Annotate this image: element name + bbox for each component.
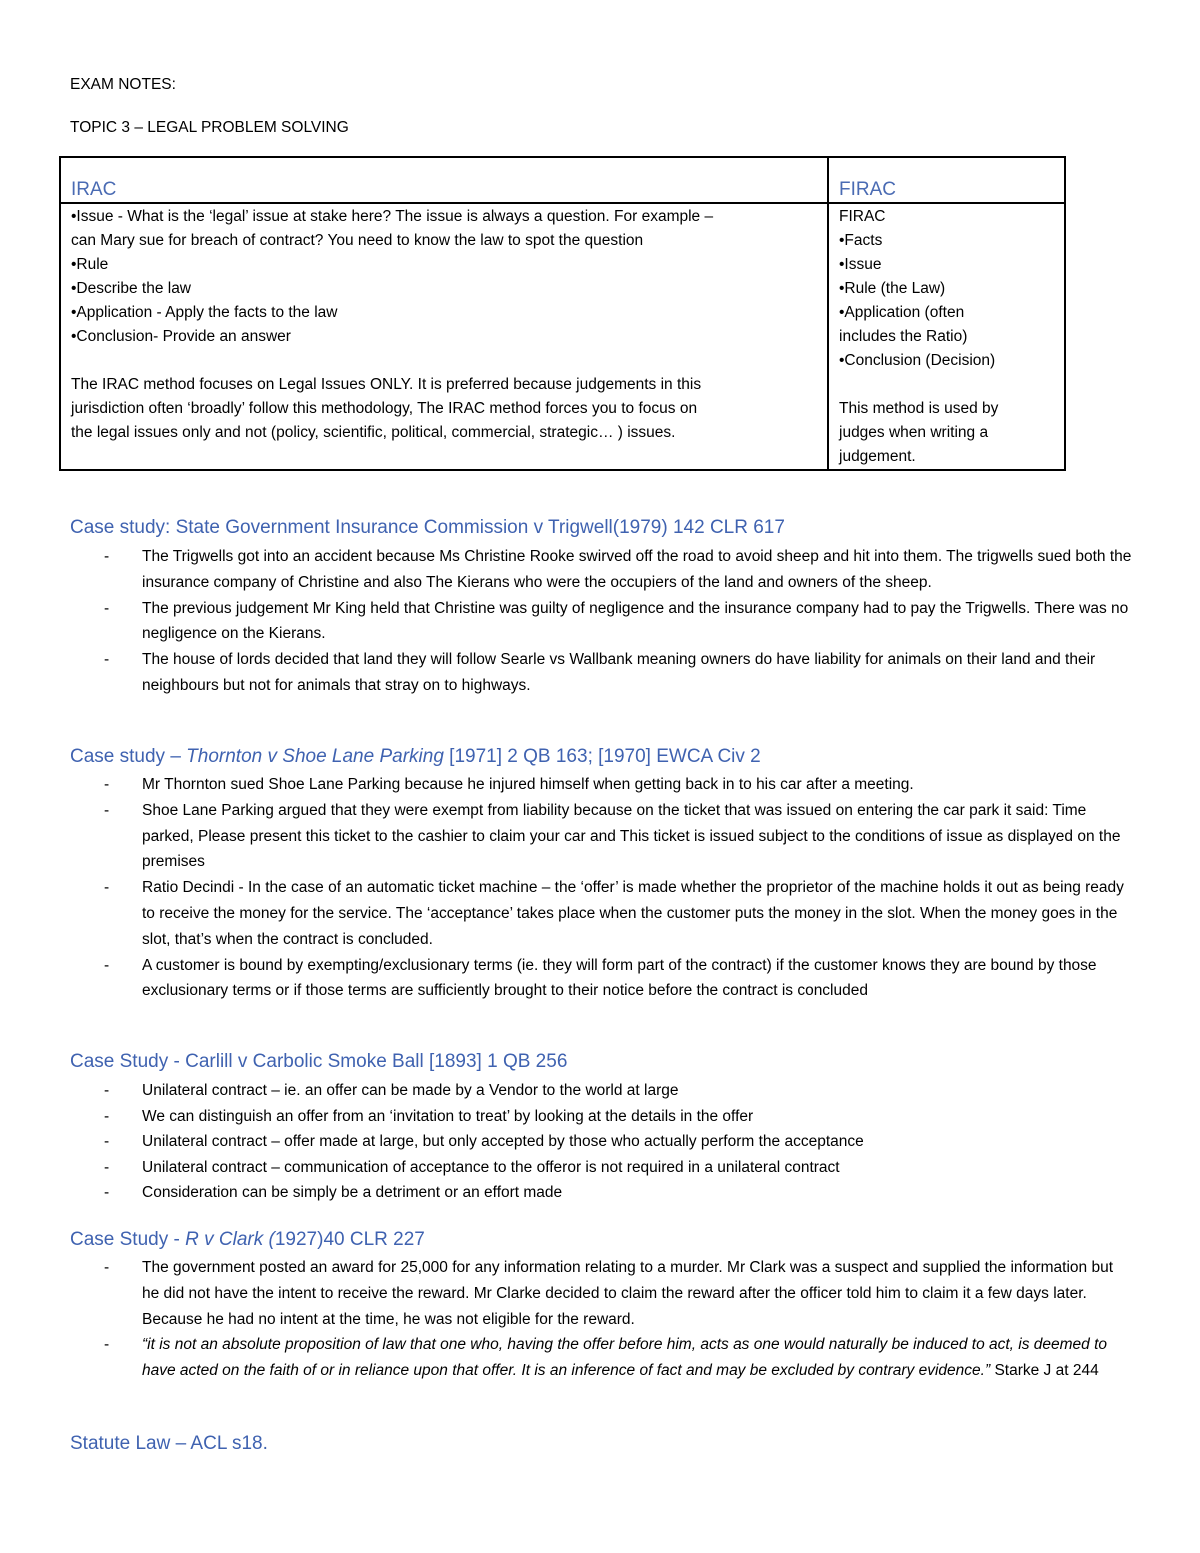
firac-header: FIRAC [839, 179, 896, 200]
list-item: - Unilateral contract – communication of acceptance to the offeror is not required in a unilateral contract [104, 1158, 840, 1176]
irac-line: •Describe the law [71, 280, 192, 297]
list-item: - Shoe Lane Parking argued that they were exempt from liability because on the ticket that was issued on entering the car park it said: Time parked, Please present this ticket to the cashier to claim your car and This ticket is issued subject to the conditions of issue as displayed on the premises [104, 801, 1121, 871]
firac-line: •Facts [839, 232, 883, 249]
table-body-row [60, 203, 1065, 470]
topic-heading: TOPIC 3 – LEGAL PROBLEM SOLVING [70, 119, 349, 136]
list-item: - The previous judgement Mr King held that Christine was guilty of negligence and the insurance company had to pay the Trigwells. There was no negligence on the Kierans. [104, 599, 1129, 643]
irac-line: •Issue - What is the ‘legal’ issue at stake here? The issue is always a question. For example – [71, 208, 714, 225]
irac-header-cell [60, 157, 828, 203]
irac-paragraph-line: the legal issues only and not (policy, scientific, political, commercial, strategic… ) issues. [71, 424, 676, 441]
firac-paragraph-line: judges when writing a [839, 424, 989, 441]
clark-heading: Case Study - R v Clark (1927)40 CLR 227 [70, 1229, 425, 1250]
irac-line: •Rule [71, 256, 109, 273]
carlill-heading: Case Study - Carlill v Carbolic Smoke Ball [1893] 1 QB 256 [70, 1051, 568, 1072]
quote-attribution: Starke J at 244 [990, 1362, 1099, 1380]
list-item: - The house of lords decided that land they will follow Searle vs Wallbank meaning owners do have liability for animals on their land and their neighbours but not for animals that stray on to highways. [104, 651, 1096, 694]
irac-firac-table [59, 156, 1066, 471]
carlill-bullets [104, 1078, 1134, 1206]
list-item: - A customer is bound by exempting/exclusionary terms (ie. they will form part of the contract) if the customer knows they are bound by those exclusionary terms or if those terms are sufficiently brought to their notice before the contract is concluded [104, 956, 1097, 1000]
thornton-heading: Case study – Thornton v Shoe Lane Parking [1971] 2 QB 163; [1970] EWCA Civ 2 [70, 746, 761, 767]
table-header-row [60, 157, 1065, 203]
firac-line: includes the Ratio) [839, 328, 968, 345]
irac-line: •Application - Apply the facts to the law [71, 304, 338, 321]
exam-notes-label: EXAM NOTES: [70, 76, 176, 93]
list-item: - Ratio Decindi - In the case of an automatic ticket machine – the ‘offer’ is made whether the proprietor of the machine holds it out as being ready to receive the money for the service. The ‘acceptance’ takes place when the customer puts the money in the slot. When the money goes in the slot, that’s when the contract is concluded. [104, 879, 1124, 948]
firac-line: •Rule (the Law) [839, 280, 946, 297]
thornton-bullets [104, 772, 1134, 1004]
irac-paragraph-line: The IRAC method focuses on Legal Issues ONLY. It is preferred because judgements in this [71, 376, 702, 393]
firac-body-cell [828, 203, 1065, 470]
list-item: - “it is not an absolute proposition of law that one who, having the offer before him, acts as one would naturally be induced to act, is deemed to have acted on the faith of or in reliance upon that offer. It is an inference of fact and may be excluded by contrary evidence.” Starke J at 244 [104, 1336, 1108, 1380]
list-item: - The government posted an award for 25,000 for any information relating to a murder. Mr Clark was a suspect and supplied the information but he did not have the intent to receive the reward. Mr Clarke decided to claim the reward after the officer told him to claim it a few days later. Because he had no intent at the time, he was not eligible for the reward. [104, 1259, 1113, 1328]
list-item: - The Trigwells got into an accident because Ms Christine Rooke swirved off the road to avoid sheep and hit into them. The trigwells sued both the insurance company of Christine and also The Kierans who were the occupiers of the land and owners of the sheep. [104, 548, 1132, 591]
irac-body-cell [60, 203, 828, 470]
firac-line: •Issue [839, 256, 882, 273]
statute-heading: Statute Law – ACL s18. [70, 1433, 268, 1454]
list-item: - Mr Thornton sued Shoe Lane Parking because he injured himself when getting back in to his car after a meeting. [104, 776, 914, 793]
trigwell-heading: Case study: State Government Insurance Commission v Trigwell(1979) 142 CLR 617 [70, 517, 785, 538]
list-item: - Unilateral contract – ie. an offer can be made by a Vendor to the world at large [104, 1082, 679, 1099]
firac-line: FIRAC [839, 208, 886, 225]
firac-line: •Conclusion (Decision) [839, 352, 996, 369]
irac-paragraph-line: jurisdiction often ‘broadly’ follow this methodology, The IRAC method forces you to focus on [71, 400, 698, 417]
firac-paragraph-line: judgement. [839, 448, 916, 465]
firac-header-cell [828, 157, 1065, 203]
irac-line: can Mary sue for breach of contract? You need to know the law to spot the question [71, 232, 644, 249]
irac-line: •Conclusion- Provide an answer [71, 328, 291, 345]
list-item: - Consideration can be simply be a detriment or an effort made [104, 1184, 563, 1202]
list-item: - Unilateral contract – offer made at large, but only accepted by those who actually perform the acceptance [104, 1133, 864, 1151]
trigwell-bullets [104, 544, 1134, 699]
starke-quote: “it is not an absolute proposition of law that one who, having the offer before him, acts as one would naturally be induced to act, is deemed to have acted on the faith of or in reliance upon that offer. It is an inference of fact and may be excluded by contrary evidence.” [142, 1336, 1108, 1380]
firac-line: •Application (often [839, 304, 965, 321]
clark-bullets [104, 1255, 1134, 1384]
list-item: - We can distinguish an offer from an ‘invitation to treat’ by looking at the details in the offer [104, 1107, 754, 1125]
firac-paragraph-line: This method is used by [839, 400, 999, 417]
irac-header: IRAC [71, 179, 117, 200]
